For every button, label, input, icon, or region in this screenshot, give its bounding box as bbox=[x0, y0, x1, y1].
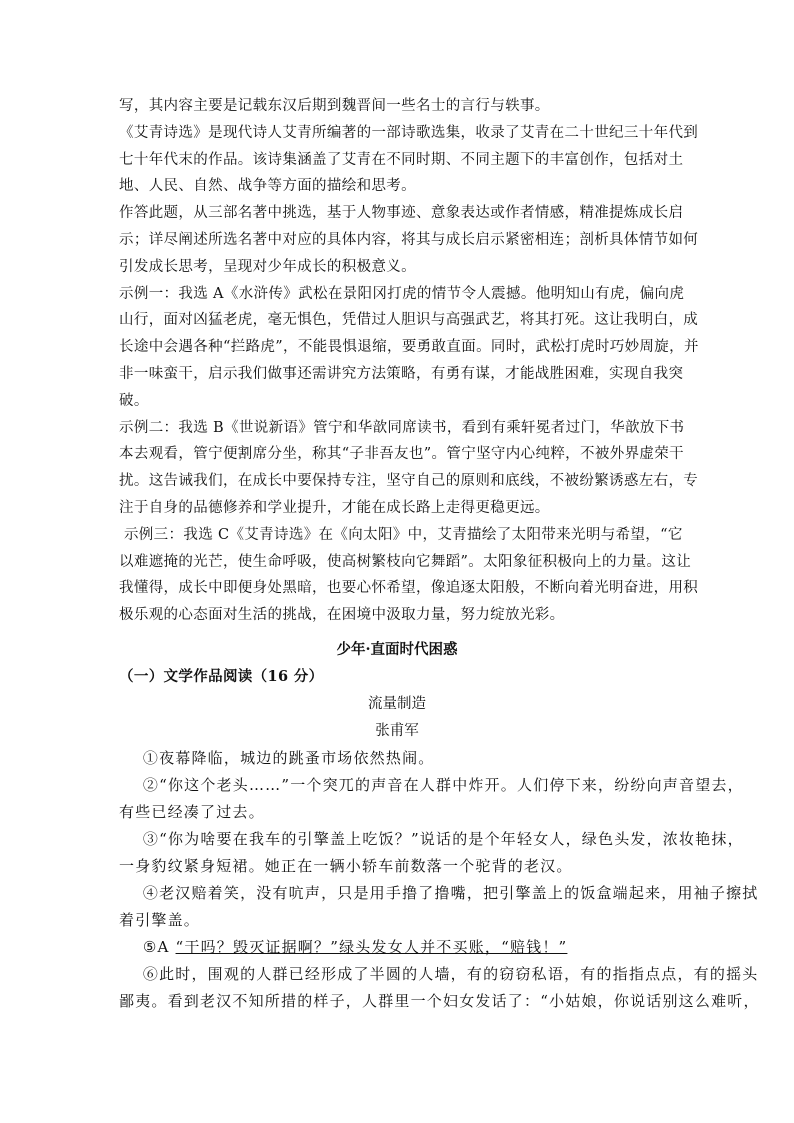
explanation-line: 本去观看，管宁便割席分坐，称其“子非吾友也”。管宁坚守内心纯粹，不被外界虚荣干 bbox=[119, 446, 684, 463]
explanation-line: 极乐观的心态面对生活的挑战，在困境中汲取力量，努力绽放光彩。 bbox=[119, 607, 565, 624]
explanation-line: 《艾青诗选》是现代诗人艾青所编著的一部诗歌选集，收录了艾青在二十世纪三十年代到 bbox=[119, 124, 699, 141]
explanation-line: 作答此题，从三部名著中挑选，基于人物事迹、意象表达或作者情感，精准提炼成长启 bbox=[119, 205, 684, 222]
explanation-line: 长途中会遇各种“拦路虎”，不能畏惧退缩，要勇敢直面。同时，武松打虎时巧妙周旋，并 bbox=[119, 339, 699, 356]
explanation-line: 写，其内容主要是记载东汉后期到魏晋间一些名士的言行与轶事。 bbox=[119, 98, 550, 114]
story-line: ②“你这个老头……”一个突兀的声音在人群中炸开。人们停下来，纷纷向声音望去， bbox=[119, 776, 744, 794]
underlined-sentence-a: “干吗？毁灭证据啊？”绿头发女人并不买账，“赔钱！” bbox=[175, 938, 568, 956]
story-line: ④老汉赔着笑，没有吭声，只是用手撸了撸嘴，把引擎盖上的饭盒端起来，用袖子擦拭 bbox=[119, 884, 759, 902]
story-author: 张甫军 bbox=[375, 723, 419, 739]
explanation-line: 示；详尽阐述所选名著中对应的具体内容，将其与成长启示紧密相连；剖析具体情节如何 bbox=[119, 232, 699, 248]
explanation-line: 七十年代末的作品。该诗集涵盖了艾青在不同时期、不同主题下的丰富创作，包括对土 bbox=[119, 151, 684, 168]
explanation-line: 示例二：我选 B《世说新语》管宁和华歆同席读书，看到有乘轩冕者过门，华歆放下书 bbox=[119, 419, 685, 436]
explanation-line: 示例一：我选 A《水浒传》武松在景阳冈打虎的情节令人震撼。他明知山有虎，偏向虎 bbox=[119, 285, 685, 302]
story-line: 着引擎盖。 bbox=[119, 911, 201, 929]
subsection-heading: （一）文学作品阅读（16 分） bbox=[119, 668, 324, 685]
explanation-line: 破。 bbox=[119, 392, 149, 409]
paragraph-5 bbox=[119, 937, 567, 957]
section-title: 少年·直面时代困惑 bbox=[336, 641, 458, 658]
explanation-line: 扰。这告诫我们，在成长中要保持专注，坚守自己的原则和底线，不被纷繁诱惑左右，专 bbox=[119, 473, 699, 490]
story-line: 鄙夷。看到老汉不知所措的样子，人群里一个妇女发话了：“小姑娘，你说话别这么难听， bbox=[119, 992, 760, 1010]
explanation-line: 地、人民、自然、战争等方面的描绘和思考。 bbox=[119, 178, 416, 195]
story-line: ⑥此时，围观的人群已经形成了半圆的人墙，有的窃窃私语，有的指指点点，有的摇头 bbox=[119, 965, 759, 983]
paragraph-5-prefix: ⑤A bbox=[119, 938, 176, 956]
explanation-line: 山行，面对凶猛老虎，毫无惧色，凭借过人胆识与高强武艺，将其打死。这让我明白，成 bbox=[119, 312, 699, 329]
explanation-line: 非一味蛮干，启示我们做事还需讲究方法策略，有勇有谋，才能战胜困难，实现自我突 bbox=[119, 366, 684, 382]
story-line: ①夜幕降临，城边的跳蚤市场依然热闹。 bbox=[119, 749, 435, 767]
story-line: ③“你为啥要在我车的引擎盖上吃饭？”说话的是个年轻女人，绿色头发，浓妆艳抹， bbox=[119, 830, 744, 848]
story-line: 有些已经凑了过去。 bbox=[119, 803, 265, 821]
explanation-line: 引发成长思考，呈现对少年成长的积极意义。 bbox=[119, 258, 416, 275]
explanation-line: 示例三：我选 C《艾青诗选》在《向太阳》中，艾青描绘了太阳带来光明与希望，“它 bbox=[119, 526, 683, 543]
explanation-line: 以难遮掩的光芒，使生命呼吸，使高树繁枝向它舞蹈”。太阳象征积极向上的力量。这让 bbox=[119, 553, 692, 570]
explanation-line: 我懂得，成长中即便身处黑暗，也要心怀希望，像追逐太阳般，不断向着光明奋进，用积 bbox=[119, 580, 699, 597]
story-line: 一身豹纹紧身短裙。她正在一辆小轿车前数落一个驼背的老汉。 bbox=[119, 857, 573, 875]
explanation-line: 注于自身的品德修养和学业提升，才能在成长路上走得更稳更远。 bbox=[119, 500, 550, 516]
story-title: 流量制造 bbox=[368, 696, 426, 712]
